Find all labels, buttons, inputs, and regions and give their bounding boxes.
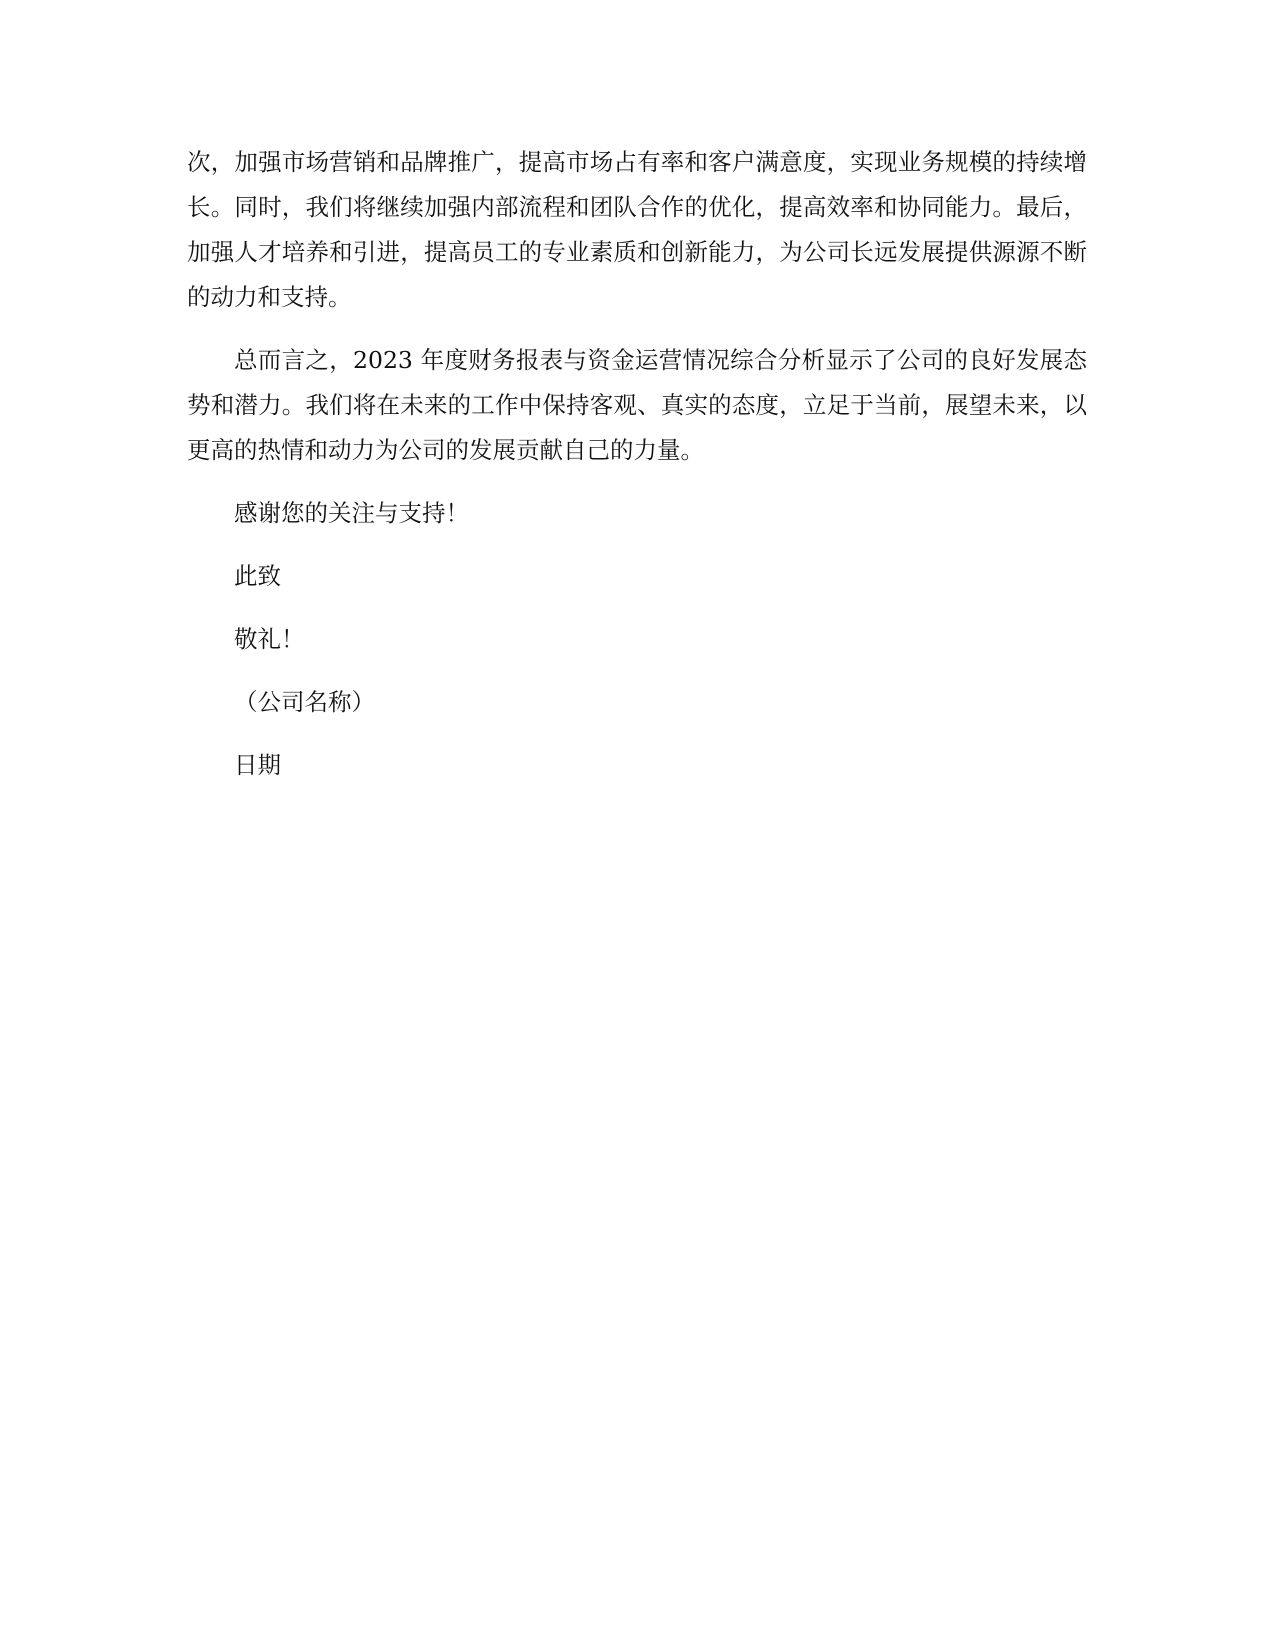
closing-thanks: 感谢您的关注与支持！ <box>234 499 469 527</box>
closing-salutation-2: 敬礼！ <box>234 625 305 653</box>
body-paragraph-continuation: 次，加强市场营销和品牌推广，提高市场占有率和客户满意度，实现业务规模的持续增长。同时，我们将继续加强内部流程和团队合作的优化，提高效率和协同能力。最后，加强人才培养和引进，提高员工的专业素质和创新能力，为公司长远发展提供源源不断的动力和支持。 <box>187 148 1087 311</box>
body-paragraph-summary: 总而言之，2023 年度财务报表与资金运营情况综合分析显示了公司的良好发展态势和潜力。我们将在未来的工作中保持客观、真实的态度，立足于当前，展望未来，以更高的热情和动力为公司的发展贡献自己的力量。 <box>187 346 1087 464</box>
signature-company: （公司名称） <box>234 688 375 716</box>
signature-date: 日期 <box>234 751 281 779</box>
document-body <box>187 140 1087 806</box>
closing-salutation-1: 此致 <box>234 562 281 590</box>
